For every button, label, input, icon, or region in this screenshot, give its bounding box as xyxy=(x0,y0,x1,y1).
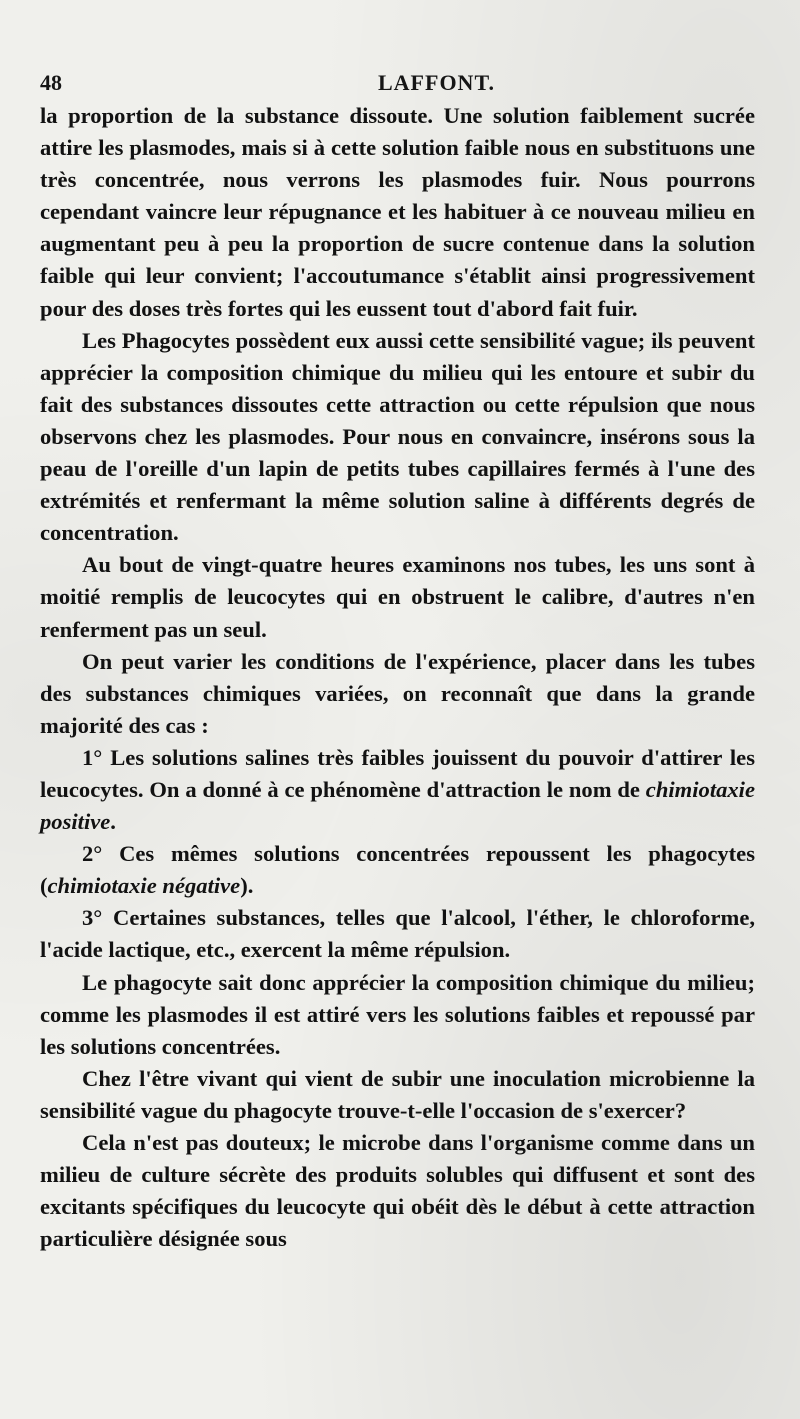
paragraph-7: 3° Certaines substances, telles que l'alcool, l'éther, le chloroforme, l'acide lactique, etc., exercent la même répulsion. xyxy=(40,905,755,963)
body-text xyxy=(40,100,755,1255)
paragraph-5-text: 1° Les solutions salines très faibles jouissent du pouvoir d'attirer les leucocytes. On a donné à ce phénomène d'attraction le nom de xyxy=(40,744,755,802)
paragraph-4: On peut varier les conditions de l'expérience, placer dans les tubes des substances chimiques variées, on reconnaît que dans la grande majorité des cas : xyxy=(40,648,755,738)
paragraph-8: Le phagocyte sait donc apprécier la composition chimique du milieu; comme les plasmodes il est attiré vers les solutions faibles et repoussé par les solutions concentrées. xyxy=(40,969,755,1059)
running-head: LAFFONT. xyxy=(378,70,495,95)
paragraph-1: la proportion de la substance dissoute. Une solution faiblement sucrée attire les plasmodes, mais si à cette solution faible nous en substituons une très concentrée, nous verrons les plasmodes fuir. Nous pourrons cependant vaincre leur répugnance et les habituer à ce nouveau milieu en augmentant peu à peu la proportion de sucre contenue dans la solution faible qui leur convient; l'accoutumance s'établit ainsi progressivement pour des doses très fortes qui les eussent tout d'abord fait fuir. xyxy=(40,103,755,321)
paragraph-9: Chez l'être vivant qui vient de subir une inoculation microbienne la sensibilité vague du phagocyte trouve-t-elle l'occasion de s'exercer? xyxy=(40,1065,755,1123)
paragraph-3: Au bout de vingt-quatre heures examinons nos tubes, les uns sont à moitié remplis de leucocytes qui en obstruent le calibre, d'autres n'en renferment pas un seul. xyxy=(40,552,755,642)
paragraph-10: Cela n'est pas douteux; le microbe dans l'organisme comme dans un milieu de culture sécrète des produits solubles qui diffusent et sont des excitants spécifiques du leucocyte qui obéit dès le début à cette attraction particulière désignée sous xyxy=(40,1130,755,1252)
paragraph-2: Les Phagocytes possèdent eux aussi cette sensibilité vague; ils peuvent apprécier la composition chimique du milieu qui les entoure et subir du fait des substances dissoutes cette attraction ou cette répulsion que nous observons chez les plasmodes. Pour nous en convaincre, insérons sous la peau de l'oreille d'un lapin de petits tubes capillaires fermés à l'une des extrémités et renfermant la même solution saline à différents degrés de concentration. xyxy=(40,327,755,546)
paragraph-5-end: . xyxy=(110,809,116,835)
page-number: 48 xyxy=(40,70,62,95)
paragraph-6 xyxy=(40,838,755,902)
term-chimiotaxie-positive: chimiotaxie positive xyxy=(40,776,755,835)
paragraph-5 xyxy=(40,742,755,838)
term-chimiotaxie-negative: chimiotaxie négative xyxy=(47,873,241,899)
paragraph-6-text: 2° Ces mêmes solutions concentrées repoussent les phagocytes ( xyxy=(40,841,755,899)
paragraph-6-end: ). xyxy=(240,873,254,899)
